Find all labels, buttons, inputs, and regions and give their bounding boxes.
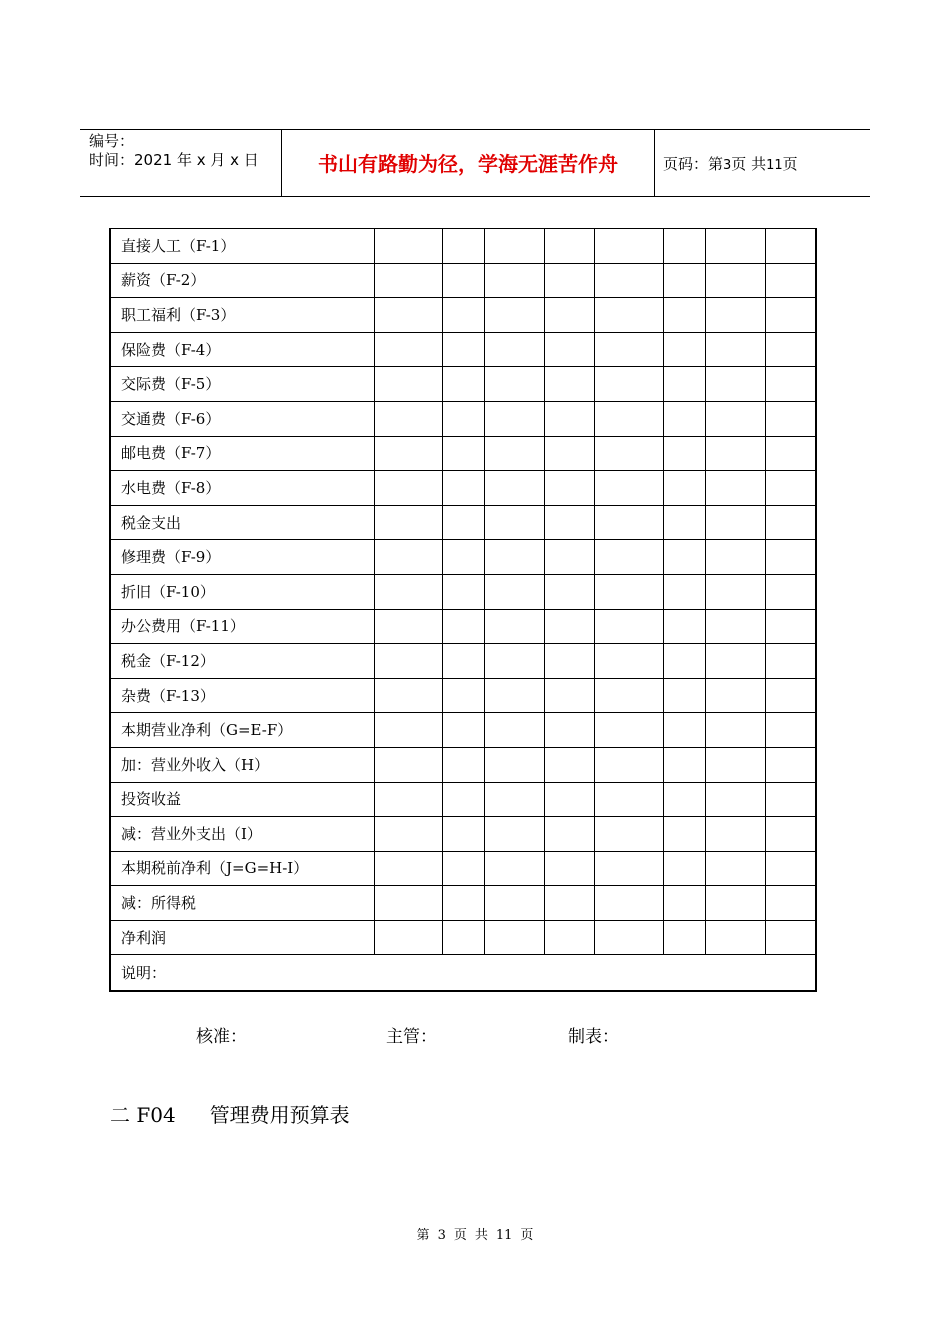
row-label: 投资收益	[110, 782, 374, 817]
value-cell	[484, 713, 544, 748]
table-row	[110, 920, 816, 955]
table-row	[110, 229, 816, 264]
value-cell	[705, 678, 765, 713]
value-cell	[765, 263, 816, 298]
header-top-rule	[80, 129, 870, 130]
row-label: 交际费（F-5）	[110, 367, 374, 402]
value-cell	[594, 505, 663, 540]
value-cell	[765, 332, 816, 367]
value-cell	[765, 644, 816, 679]
value-cell	[544, 609, 594, 644]
value-cell	[484, 332, 544, 367]
value-cell	[705, 401, 765, 436]
value-cell	[484, 574, 544, 609]
value-cell	[544, 644, 594, 679]
value-cell	[374, 367, 442, 402]
table-row	[110, 505, 816, 540]
value-cell	[663, 747, 705, 782]
approve-label: 核准：	[196, 1027, 247, 1047]
value-cell	[594, 920, 663, 955]
value-cell	[594, 782, 663, 817]
value-cell	[705, 229, 765, 264]
value-cell	[484, 298, 544, 333]
value-cell	[442, 782, 484, 817]
table-row	[110, 574, 816, 609]
value-cell	[765, 574, 816, 609]
value-cell	[374, 332, 442, 367]
table-row	[110, 886, 816, 921]
value-cell	[705, 920, 765, 955]
value-cell	[705, 505, 765, 540]
value-cell	[442, 644, 484, 679]
value-cell	[765, 401, 816, 436]
value-cell	[484, 540, 544, 575]
value-cell	[374, 540, 442, 575]
section-number: 二 F04	[110, 1103, 176, 1127]
value-cell	[765, 298, 816, 333]
value-cell	[594, 367, 663, 402]
row-label: 保险费（F-4）	[110, 332, 374, 367]
value-cell	[442, 713, 484, 748]
value-cell	[705, 436, 765, 471]
value-cell	[765, 436, 816, 471]
value-cell	[705, 471, 765, 506]
value-cell	[442, 886, 484, 921]
value-cell	[594, 678, 663, 713]
value-cell	[663, 401, 705, 436]
value-cell	[594, 817, 663, 852]
value-cell	[705, 263, 765, 298]
value-cell	[544, 713, 594, 748]
header-bottom-rule	[80, 196, 870, 197]
value-cell	[484, 920, 544, 955]
value-cell	[594, 401, 663, 436]
value-cell	[374, 298, 442, 333]
value-cell	[705, 817, 765, 852]
page-footer	[0, 1224, 950, 1243]
row-label: 办公费用（F-11）	[110, 609, 374, 644]
value-cell	[544, 401, 594, 436]
value-cell	[544, 747, 594, 782]
value-cell	[484, 505, 544, 540]
value-cell	[442, 436, 484, 471]
value-cell	[594, 886, 663, 921]
value-cell	[663, 367, 705, 402]
value-cell	[594, 229, 663, 264]
value-cell	[705, 644, 765, 679]
value-cell	[484, 817, 544, 852]
table-row	[110, 609, 816, 644]
footer-total-pages: 11	[495, 1228, 513, 1243]
value-cell	[442, 505, 484, 540]
value-cell	[663, 263, 705, 298]
value-cell	[705, 713, 765, 748]
value-cell	[663, 851, 705, 886]
value-cell	[663, 644, 705, 679]
value-cell	[374, 229, 442, 264]
value-cell	[705, 609, 765, 644]
header-page-number	[663, 154, 798, 176]
value-cell	[484, 229, 544, 264]
row-label: 减：营业外支出（I）	[110, 817, 374, 852]
value-cell	[484, 644, 544, 679]
value-cell	[374, 851, 442, 886]
row-label: 职工福利（F-3）	[110, 298, 374, 333]
table-row	[110, 817, 816, 852]
value-cell	[765, 678, 816, 713]
value-cell	[594, 747, 663, 782]
value-cell	[663, 678, 705, 713]
value-cell	[594, 851, 663, 886]
value-cell	[484, 678, 544, 713]
footer-word: 页	[453, 1228, 467, 1243]
value-cell	[544, 367, 594, 402]
page-total: 11	[766, 158, 783, 173]
value-cell	[705, 332, 765, 367]
value-cell	[663, 298, 705, 333]
row-label: 税金（F-12）	[110, 644, 374, 679]
value-cell	[663, 817, 705, 852]
table-row	[110, 782, 816, 817]
value-cell	[765, 229, 816, 264]
value-cell	[765, 367, 816, 402]
header-meta	[89, 132, 259, 170]
value-cell	[374, 886, 442, 921]
value-cell	[765, 817, 816, 852]
value-cell	[663, 713, 705, 748]
value-cell	[663, 886, 705, 921]
table-row	[110, 298, 816, 333]
row-label: 加：营业外收入（H）	[110, 747, 374, 782]
value-cell	[484, 263, 544, 298]
row-label: 本期营业净利（G=E-F）	[110, 713, 374, 748]
serial-label: 编号：	[89, 132, 135, 150]
page-mid: 页 共	[731, 155, 767, 173]
page-suffix: 页	[782, 155, 798, 173]
value-cell	[544, 436, 594, 471]
value-cell	[765, 713, 816, 748]
table-row	[110, 678, 816, 713]
value-cell	[594, 332, 663, 367]
value-cell	[594, 644, 663, 679]
value-cell	[705, 298, 765, 333]
value-cell	[544, 678, 594, 713]
table-row	[110, 540, 816, 575]
header-motto: 书山有路勤为径，学海无涯苦作舟	[318, 152, 618, 176]
row-label: 邮电费（F-7）	[110, 436, 374, 471]
value-cell	[484, 471, 544, 506]
value-cell	[442, 609, 484, 644]
value-cell	[374, 817, 442, 852]
value-cell	[544, 886, 594, 921]
table-row	[110, 713, 816, 748]
row-label: 税金支出	[110, 505, 374, 540]
value-cell	[544, 920, 594, 955]
value-cell	[442, 747, 484, 782]
value-cell	[544, 540, 594, 575]
value-cell	[544, 298, 594, 333]
value-cell	[663, 229, 705, 264]
value-cell	[484, 401, 544, 436]
value-cell	[705, 574, 765, 609]
value-cell	[544, 229, 594, 264]
row-label: 薪资（F-2）	[110, 263, 374, 298]
value-cell	[663, 436, 705, 471]
row-label: 杂费（F-13）	[110, 678, 374, 713]
value-cell	[484, 851, 544, 886]
table-row	[110, 851, 816, 886]
value-cell	[544, 263, 594, 298]
value-cell	[374, 747, 442, 782]
value-cell	[484, 886, 544, 921]
table-row	[110, 747, 816, 782]
value-cell	[705, 540, 765, 575]
row-label: 折旧（F-10）	[110, 574, 374, 609]
footer-current-page: 3	[437, 1228, 446, 1243]
value-cell	[484, 367, 544, 402]
value-cell	[374, 574, 442, 609]
value-cell	[442, 851, 484, 886]
value-cell	[374, 782, 442, 817]
table-row	[110, 367, 816, 402]
row-label: 交通费（F-6）	[110, 401, 374, 436]
value-cell	[765, 609, 816, 644]
value-cell	[442, 574, 484, 609]
value-cell	[442, 401, 484, 436]
value-cell	[484, 436, 544, 471]
time-label: 时间：2021 年 x 月 x 日	[89, 151, 259, 169]
row-label: 减：所得税	[110, 886, 374, 921]
value-cell	[374, 644, 442, 679]
value-cell	[442, 229, 484, 264]
value-cell	[705, 782, 765, 817]
section-title: 管理费用预算表	[209, 1103, 350, 1127]
value-cell	[594, 574, 663, 609]
budget-table-body	[110, 229, 816, 991]
value-cell	[374, 401, 442, 436]
value-cell	[374, 436, 442, 471]
value-cell	[594, 471, 663, 506]
value-cell	[374, 678, 442, 713]
value-cell	[374, 471, 442, 506]
value-cell	[374, 609, 442, 644]
value-cell	[663, 540, 705, 575]
value-cell	[374, 713, 442, 748]
value-cell	[442, 817, 484, 852]
value-cell	[594, 263, 663, 298]
table-row	[110, 263, 816, 298]
value-cell	[544, 471, 594, 506]
value-cell	[663, 920, 705, 955]
value-cell	[484, 782, 544, 817]
value-cell	[442, 471, 484, 506]
value-cell	[765, 782, 816, 817]
value-cell	[663, 574, 705, 609]
note-label: 说明：	[110, 955, 816, 991]
value-cell	[374, 263, 442, 298]
value-cell	[544, 851, 594, 886]
value-cell	[544, 574, 594, 609]
value-cell	[594, 298, 663, 333]
table-row	[110, 471, 816, 506]
page-current: 3	[723, 158, 732, 173]
value-cell	[705, 367, 765, 402]
table-row	[110, 644, 816, 679]
value-cell	[705, 747, 765, 782]
value-cell	[663, 609, 705, 644]
section-heading	[110, 1099, 350, 1128]
value-cell	[765, 886, 816, 921]
footer-word: 共	[474, 1228, 488, 1243]
row-label: 净利润	[110, 920, 374, 955]
value-cell	[544, 332, 594, 367]
value-cell	[374, 920, 442, 955]
value-cell	[544, 782, 594, 817]
row-label: 水电费（F-8）	[110, 471, 374, 506]
table-row	[110, 332, 816, 367]
value-cell	[663, 782, 705, 817]
value-cell	[442, 367, 484, 402]
value-cell	[442, 263, 484, 298]
value-cell	[765, 747, 816, 782]
value-cell	[442, 920, 484, 955]
table-row	[110, 401, 816, 436]
supervisor-label: 主管：	[386, 1027, 437, 1047]
value-cell	[705, 886, 765, 921]
value-cell	[663, 332, 705, 367]
value-cell	[705, 851, 765, 886]
budget-table	[109, 228, 817, 992]
header-divider-right	[654, 129, 655, 196]
row-label: 本期税前净利（J=G=H-I）	[110, 851, 374, 886]
footer-word: 页	[520, 1228, 534, 1243]
value-cell	[484, 747, 544, 782]
value-cell	[544, 817, 594, 852]
value-cell	[765, 851, 816, 886]
value-cell	[442, 540, 484, 575]
value-cell	[442, 298, 484, 333]
value-cell	[544, 505, 594, 540]
value-cell	[594, 436, 663, 471]
value-cell	[442, 332, 484, 367]
note-row	[110, 955, 816, 991]
value-cell	[765, 920, 816, 955]
footer-word: 第	[416, 1228, 430, 1243]
value-cell	[765, 540, 816, 575]
value-cell	[594, 713, 663, 748]
value-cell	[663, 471, 705, 506]
preparer-label: 制表：	[568, 1027, 619, 1047]
value-cell	[765, 471, 816, 506]
table-row	[110, 436, 816, 471]
value-cell	[374, 505, 442, 540]
row-label: 直接人工（F-1）	[110, 229, 374, 264]
page-prefix: 页码：第	[663, 155, 724, 173]
row-label: 修理费（F-9）	[110, 540, 374, 575]
value-cell	[594, 540, 663, 575]
value-cell	[594, 609, 663, 644]
value-cell	[442, 678, 484, 713]
value-cell	[765, 505, 816, 540]
value-cell	[484, 609, 544, 644]
value-cell	[663, 505, 705, 540]
